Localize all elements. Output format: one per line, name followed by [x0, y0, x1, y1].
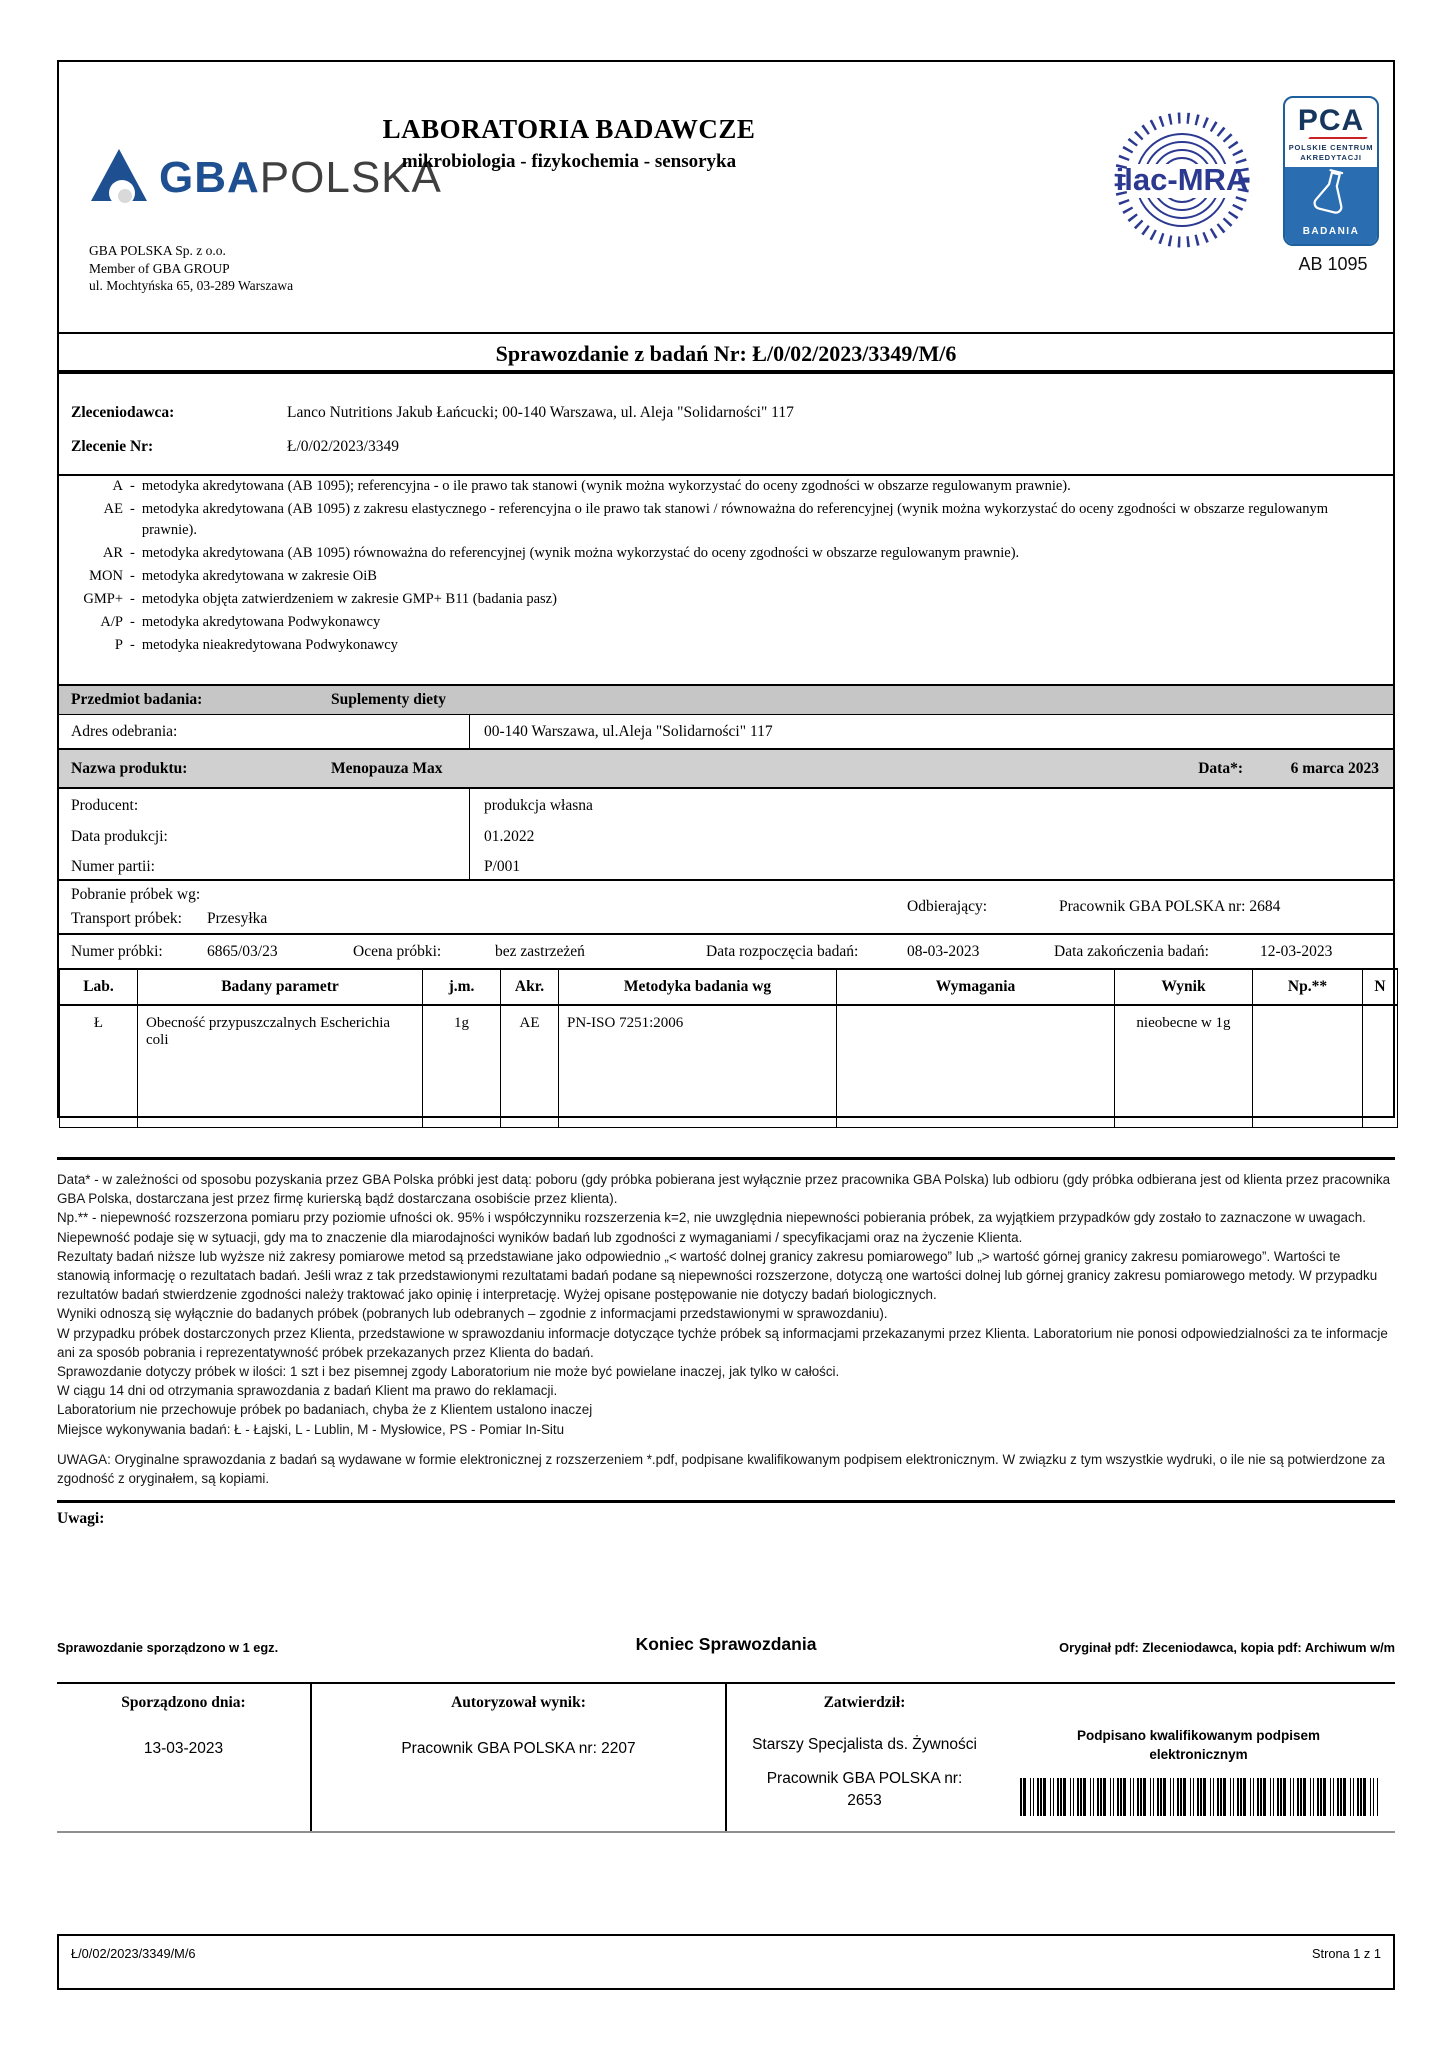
legend-separator: -	[130, 614, 135, 630]
batch-value: P/001	[484, 858, 521, 875]
legend-separator: -	[130, 501, 135, 517]
result-parameter: Obecność przypuszczalnych Escherichia coli	[138, 1005, 423, 1128]
product-value: Menopauza Max	[331, 759, 443, 777]
legend-code: P	[114, 637, 123, 653]
legend-separator: -	[130, 591, 135, 607]
production-group	[59, 789, 1393, 881]
legend-text: metodyka objęta zatwierdzeniem w zakresie GMP+ B11 (badania pasz)	[141, 591, 557, 607]
pca-blue-panel	[1285, 167, 1377, 244]
footnote-paragraph: Miejsce wykonywania badań: Ł - Łajski, L - Lublin, M - Mysłowice, PS - Pomiar In-Situ	[57, 1421, 565, 1437]
sample-date-label: Data*:	[1198, 759, 1243, 777]
footnote-paragraph: Data* - w zależności od sposobu pozyskania przez GBA Polska próbki jest datą: poboru (gdy próbka pobierana jest wyłącznie przez pracownika GBA Polska) lub odbioru (gdy próbka odbierana jest od klienta przez pracownika GBA Polska, dostarczana jest przez firmę kurierską bądź dostarczana osobiście przez klienta).	[57, 1172, 1391, 1207]
legend-separator: -	[130, 637, 135, 653]
client-row	[59, 404, 1393, 424]
end-date-value: 12-03-2023	[1260, 942, 1333, 960]
legend-item	[59, 589, 1393, 610]
footnotes	[57, 1170, 1395, 1488]
legend-separator: -	[130, 478, 135, 494]
address-value: 00-140 Warszawa, ul.Aleja "Solidarności" 117	[484, 722, 773, 740]
approved-person: Pracownik GBA POLSKA nr: 2653	[766, 1770, 963, 1809]
legend-item	[59, 612, 1393, 633]
transport-value: Przesyłka	[207, 910, 268, 927]
order-value: Ł/0/02/2023/3349	[287, 438, 399, 455]
company-street: ul. Mochtyńska 65, 03-289 Warszawa	[89, 278, 294, 293]
legend-code: AR	[102, 545, 123, 561]
authorized-value: Pracownik GBA POLSKA nr: 2207	[401, 1740, 636, 1757]
producer-value: produkcja własna	[484, 797, 593, 814]
column-divider	[469, 715, 470, 748]
sample-date-value: 6 marca 2023	[1290, 759, 1379, 777]
footnote-paragraph: Laboratorium nie przechowuje próbek po badaniach, chyba że z Klientem ustalono inaczej	[57, 1402, 593, 1418]
sample-no-label: Numer próbki:	[71, 942, 163, 960]
sample-number-row	[59, 935, 1393, 968]
company-name: GBA POLSKA Sp. z o.o.	[89, 243, 226, 258]
prepared-value: 13-03-2023	[143, 1740, 224, 1757]
pca-logo	[1283, 96, 1383, 275]
end-date-label: Data zakończenia badań:	[1054, 942, 1209, 960]
legend-code: GMP+	[83, 591, 123, 607]
column-header-unit: j.m.	[423, 969, 501, 1005]
start-date-value: 08-03-2023	[907, 942, 980, 960]
pca-badge-label: BADANIA	[1302, 226, 1360, 237]
legend-code: AE	[103, 501, 123, 517]
authorized-label: Autoryzował wynik:	[451, 1694, 586, 1711]
company-group: Member of GBA GROUP	[89, 260, 230, 276]
pca-red-swoosh-icon	[1308, 137, 1367, 139]
company-address	[89, 242, 293, 295]
closing-copies-note: Sprawozdanie sporządzono w 1 egz.	[57, 1640, 279, 1655]
legend-item	[59, 543, 1393, 564]
footnote-paragraph: Rezultaty badań niższe lub wyższe niż zakresy pomiarowe metod są przedstawiane jako odpowiednio „< wartość dolnej granicy zakresu pomiarowego” lub „> wartość górnej granicy zakresu pomiarowego”. Wartości te stanowią informację o rezultatach badań. Jeśli wraz z tak przedstawionymi rezultatami badań podane są niepewności rozszerzone, dotyczą one wartości dolnej lub górnej granicy zakresu pomiarowego metody. W przypadku rezultatów badań stwierdzenie zgodności należy traktować jako opinię i interpretację. Wyżej opisane postępowanie nie dotyczy badań biologicznych.	[57, 1248, 1378, 1303]
column-header-parameter: Badany parametr	[138, 969, 423, 1005]
legend-text: metodyka akredytowana (AB 1095); referencyjna - o ile prawo tak stanowi (wynik można wykorzystać do oceny zgodności w obszarze regulowanym prawnie).	[141, 478, 1071, 494]
pca-badge	[1283, 96, 1379, 246]
product-row	[59, 750, 1393, 789]
start-date-label: Data rozpoczęcia badań:	[706, 942, 859, 960]
barcode	[1020, 1778, 1378, 1816]
legend-item	[59, 476, 1393, 497]
client-value: Lanco Nutritions Jakub Łańcucki; 00-140 Warszawa, ul. Aleja "Solidarności" 117	[287, 404, 794, 421]
result-method: PN-ISO 7251:2006	[559, 1005, 837, 1128]
producer-label: Producent:	[71, 797, 139, 814]
remarks-label: Uwagi:	[57, 1510, 105, 1527]
legend-separator: -	[130, 568, 135, 584]
footnote-paragraph: Niepewność podaje się w sytuacji, gdy ma to znaczenie dla miarodajności wyników badań lub zgodności z wymaganiami / specyfikacjami oraz na życzenie Klienta.	[57, 1229, 1023, 1245]
prepared-column	[57, 1684, 312, 1831]
remarks-section	[57, 1500, 1395, 1528]
column-divider	[469, 789, 470, 879]
closing-original-note: Oryginał pdf: Zleceniodawca, kopia pdf: Archiwum w/m	[1059, 1640, 1395, 1655]
column-header-result: Wynik	[1115, 969, 1253, 1005]
footer-report-number: Ł/0/02/2023/3349/M/6	[71, 1946, 196, 1961]
result-row	[60, 1005, 1398, 1128]
production-date-value: 01.2022	[484, 828, 535, 845]
legend-code: A	[112, 478, 123, 494]
order-label: Zlecenie Nr:	[71, 438, 154, 455]
receiver-label: Odbierający:	[907, 898, 988, 915]
column-header-lab: Lab.	[60, 969, 138, 1005]
result-n	[1363, 1005, 1398, 1128]
receiver-value: Pracownik GBA POLSKA nr: 2684	[1059, 898, 1281, 915]
result-requirements	[837, 1005, 1115, 1128]
authorized-column	[312, 1684, 727, 1831]
address-label: Adres odebrania:	[71, 722, 178, 740]
gba-wordmark-gba: GBA	[159, 152, 260, 202]
gba-wordmark-polska: POLSKA	[259, 152, 442, 202]
report-title: Sprawozdanie z badań Nr: Ł/0/02/2023/3349/M/6	[59, 332, 1393, 374]
lab-subtitle: mikrobiologia - fizykochemia - sensoryka	[401, 151, 737, 172]
esign-note: Podpisano kwalifikowanym podpisem elektronicznym	[1076, 1728, 1321, 1762]
legend-separator: -	[130, 545, 135, 561]
product-label: Nazwa produktu:	[71, 759, 188, 777]
signature-table	[57, 1682, 1395, 1833]
legend-text: metodyka akredytowana (AB 1095) z zakresu elastycznego - referencyjna o ile prawo tak stanowi / równoważna do referencyjnej (wynik można wykorzystać do oceny zgodności w obszarze regulowanym prawnie).	[141, 501, 1328, 538]
footnote-paragraph: Sprawozdanie dotyczy próbek w ilości: 1 szt i bez pisemnej zgody Laboratorium nie może być powielane inaczej, jak tylko w całości.	[57, 1364, 840, 1380]
legend-text: metodyka akredytowana (AB 1095) równoważna do referencyjnej (wynik można wykorzystać do oceny zgodności w obszarze regulowanym prawnie).	[141, 545, 1020, 561]
footer-page-number: Strona 1 z 1	[1311, 1946, 1381, 1961]
legend-text: metodyka akredytowana Podwykonawcy	[141, 614, 381, 630]
sampling-label: Pobranie próbek wg:	[71, 886, 201, 903]
approved-column	[727, 1684, 1395, 1831]
sample-info	[59, 684, 1393, 968]
sample-no-value: 6865/03/23	[207, 942, 278, 960]
column-header-np: Np.**	[1253, 969, 1363, 1005]
column-header-akr: Akr.	[501, 969, 559, 1005]
pca-subtitle-line1: POLSKIE CENTRUM	[1288, 143, 1374, 152]
legend-code: MON	[89, 568, 123, 584]
approved-block	[727, 1684, 1002, 1831]
legend-item	[59, 566, 1393, 587]
subject-label: Przedmiot badania:	[71, 691, 203, 708]
legend-text: metodyka akredytowana w zakresie OiB	[141, 568, 377, 584]
assessment-value: bez zastrzeżeń	[495, 942, 585, 960]
approved-label: Zatwierdził:	[823, 1694, 906, 1711]
closing-row	[57, 1634, 1395, 1655]
footnote-paragraph: Wyniki odnoszą się wyłącznie do badanych próbek (pobranych lub odebranych – zgodnie z informacjami przedstawionymi w sprawozdaniu).	[57, 1306, 888, 1322]
legend-code: A/P	[100, 614, 123, 630]
transport-label: Transport próbek:	[71, 910, 182, 927]
flask-icon	[1309, 167, 1353, 226]
prepared-label: Sporządzono dnia:	[121, 1694, 246, 1711]
order-row	[59, 438, 1393, 458]
legend-text: metodyka nieakredytowana Podwykonawcy	[141, 637, 398, 653]
address-row	[59, 715, 1393, 750]
remarks-rule	[57, 1500, 1395, 1503]
footnote-paragraph: Np.** - niepewność rozszerzona pomiaru przy poziomie ufności ok. 95% i współczynniku rozszerzenia k=2, nie uwzględnia niepewności pobierania próbek, za wyjątkiem przypadków gdy zostało to zaznaczone w uwagach.	[57, 1210, 1366, 1226]
sampling-row	[59, 881, 1393, 935]
column-header-requirements: Wymagania	[837, 969, 1115, 1005]
legend-item	[59, 635, 1393, 656]
lab-title: LABORATORIA BADAWCZE	[382, 114, 756, 144]
esign-block	[1002, 1684, 1395, 1831]
approved-role: Starszy Specjalista ds. Żywności	[752, 1736, 977, 1753]
pca-subtitle-line2: AKREDYTACJI	[1300, 152, 1362, 162]
result-lab: Ł	[60, 1005, 138, 1128]
assessment-label: Ocena próbki:	[353, 942, 442, 960]
column-header-method: Metodyka badania wg	[559, 969, 837, 1005]
batch-label: Numer partii:	[71, 858, 155, 875]
closing-end-of-report: Koniec Sprawozdania	[635, 1634, 817, 1654]
method-legend	[59, 476, 1393, 658]
pca-acronym: PCA	[1297, 104, 1365, 137]
production-date-label: Data produkcji:	[71, 828, 168, 845]
report-main-box	[57, 60, 1395, 1118]
footnote-paragraph: W ciągu 14 dni od otrzymania sprawozdania z badań Klient ma prawo do reklamacji.	[57, 1383, 558, 1399]
ilac-mra-text: ilac-MRA	[1115, 162, 1249, 197]
ilac-mra-logo-icon	[1110, 108, 1255, 258]
column-header-n: N	[1363, 969, 1398, 1005]
footer-bar	[57, 1934, 1395, 1990]
report-header	[59, 62, 1393, 332]
pca-subtitle	[1289, 143, 1374, 162]
legend-item	[59, 499, 1393, 541]
result-np	[1253, 1005, 1363, 1128]
separator-line	[57, 1157, 1395, 1160]
subject-row	[59, 684, 1393, 715]
pca-accreditation-number: AB 1095	[1298, 254, 1368, 274]
footnote-paragraph: W przypadku próbek dostarczonych przez Klienta, przedstawione w sprawozdaniu informacje dotyczące tychże próbek są informacjami przekazanymi przez Klienta. Laboratorium nie ponosi odpowiedzialności za te informacje ani za sposób pobrania i reprezentatywność próbek przekazanych przez Klienta do badań.	[57, 1325, 1388, 1360]
result-akr: AE	[501, 1005, 559, 1128]
lab-titles	[289, 114, 849, 173]
results-table	[59, 968, 1398, 1128]
results-header-row	[60, 969, 1398, 1005]
client-section	[59, 378, 1393, 476]
subject-value: Suplementy diety	[331, 691, 446, 708]
client-label: Zleceniodawca:	[71, 404, 175, 421]
result-value: nieobecne w 1g	[1115, 1005, 1253, 1128]
result-unit: 1g	[423, 1005, 501, 1128]
gba-triangle-icon	[89, 146, 149, 209]
uwaga-note: UWAGA: Oryginalne sprawozdania z badań są wydawane w formie elektronicznej z rozszerzeniem *.pdf, podpisane kwalifikowanym podpisem elektronicznym. W związku z tym wszystkie wydruki, o ile nie są potwierdzone za zgodność z oryginałem, są kopiami.	[57, 1451, 1385, 1487]
